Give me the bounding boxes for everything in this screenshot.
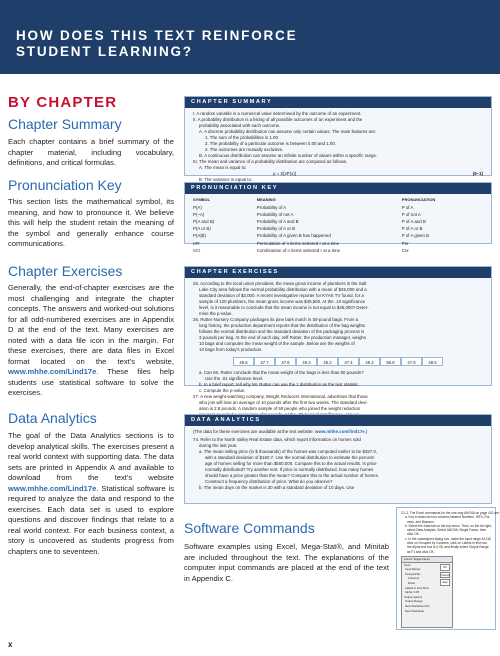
banner-title — [16, 28, 297, 60]
input-range-label[interactable]: Input Range: — [405, 567, 422, 572]
pronunciation-key-heading: Pronunciation Key — [8, 177, 122, 193]
dialog-section-label: Input — [404, 562, 411, 567]
exercise-line: c. Compute the p-value. — [199, 388, 246, 393]
dialog-title: Anova: Single Factor — [402, 557, 452, 563]
banner-title-line1: HOW DOES THIS TEXT REINFORCE — [16, 28, 298, 43]
pronunciation-key-panel-title: PRONUNCIATION KEY — [185, 183, 491, 194]
table-cell: nPr — [193, 240, 200, 246]
new-workbook-radio[interactable]: New Workbook — [405, 608, 424, 613]
chapter-exercises-text: Generally, the end-of-chapter exercises are the most challenging and integrate the chapter concepts. The answers and worked-out solutions for all odd-numbered exercises are in Appendix D at the end of the text. Many exercises are noted with a data file icon in the margin. For these exercises, there are data files in Excel format located on the text's website, — [8, 283, 174, 366]
table-cell: Probability of not A — [256, 211, 294, 217]
analytics-line: during the last year. — [199, 443, 238, 448]
table-cell: Cnr — [401, 247, 409, 253]
analytics-intro-text-end: .) — [364, 429, 368, 434]
chapter-summary-panel — [184, 96, 492, 182]
exercise-line: follows the normal distribution and the standard deviation of the packaging process is — [199, 329, 365, 334]
table-cell: Probability of A — [256, 204, 287, 210]
chapter-exercises-text-end: . These files help students use statistical software to solve the exercises. — [8, 367, 174, 397]
summary-line: probability associated with each outcome. — [199, 123, 281, 128]
data-analytics-link[interactable]: www.mhhe.com/Lind17e — [8, 483, 97, 493]
data-analytics-panel-title: DATA ANALYTICS — [185, 415, 491, 426]
caption-line: the Alpha text box is 0.05, and finally select Output Range — [407, 545, 489, 550]
chapter-exercises-body — [8, 283, 174, 399]
pronunciation-table — [193, 196, 483, 254]
summary-line: 3. The outcomes are mutually exclusive. — [205, 147, 284, 152]
exercise-line: sample of 120 plumbers, the mean gross income was $45,500. At the .10 significance — [199, 299, 366, 304]
table-cell: Permutation of n items selected r at a time — [256, 240, 340, 246]
exercise-line: a. Can Mr. Rutter conclude that the mean weight of the bags is less than 50 pounds? — [199, 370, 364, 375]
exercise-line: mine the p-value. — [199, 311, 233, 316]
analytics-line: b. The mean days on the market is 30 with a standard deviation of 10 days. Use — [199, 485, 355, 490]
page-number: x — [8, 640, 13, 649]
equation-number: (6–1) — [472, 171, 483, 176]
table-row — [193, 204, 483, 211]
chapter-summary-panel-title: CHAPTER SUMMARY — [185, 97, 491, 108]
output-range-radio[interactable]: Output Range: — [405, 599, 424, 604]
data-analytics-text: The goal of the Data Analytics sections is to develop analytical skills. The exercises present a real world context with supporting data. The data sets are printed in Appendix A and available to download from the text's website — [8, 431, 174, 482]
exercise-line: Lake City area follows the normal probability distribution with a mean of $45,000 and a — [199, 287, 367, 292]
new-worksheet-radio[interactable]: New Worksheet Ply: — [405, 603, 431, 608]
column-header: PRONUNCIATION — [401, 197, 436, 202]
summary-line: B. The variance is equal to: — [199, 177, 253, 182]
caption-line: 12–2. The Excel commands for the one-way ANOVA on page 402 are: — [401, 511, 500, 515]
weight-cell: 55.8 — [380, 357, 401, 366]
help-button[interactable]: Help — [440, 579, 450, 586]
by-chapter-heading: BY CHAPTER — [8, 94, 118, 111]
exercise-line: standard deviation of $3,000. A recent investigative reporter for KYAK TV found, for a — [199, 293, 364, 298]
caption-line: a. Key in data into four columns labeled Northern, WTA, Pol- — [405, 515, 491, 520]
labels-checkbox[interactable]: Labels in First Row — [405, 585, 429, 590]
anova-dialog — [401, 556, 453, 628]
table-cell: Probability of A or B — [256, 226, 296, 232]
exercise-line: level, is it reasonable to conclude that the mean income is not equal to $45,000? Deter- — [199, 305, 369, 310]
table-cell: Combination of n items selected r at a time — [256, 247, 341, 253]
exercise-line: 27. A new weight-watching company, Weight Reducers International, advertises that those — [193, 394, 368, 399]
pronunciation-key-body: This section lists the mathematical symbol, its meaning, and how to pronounce it. We believe this will help the student retain the meaning of the symbol and generally enhance course communications. — [8, 197, 174, 248]
table-cell: P of A — [401, 204, 414, 210]
columns-radio[interactable]: Columns — [408, 576, 420, 581]
grouped-by-label: Grouped By: — [405, 571, 421, 576]
summary-line: I. A random variable is a numerical value determined by the outcome of an experiment. — [193, 111, 362, 116]
table-cell: P of A or B — [401, 226, 423, 232]
summary-line: 1. The sum of the probabilities is 1.00. — [205, 135, 280, 140]
weight-cell: 47.7 — [254, 357, 275, 366]
table-cell: P(A|B) — [193, 233, 206, 239]
weight-cell: 47.5 — [401, 357, 422, 366]
data-analytics-text-end: . Statistical software is required to analyze the data and respond to the exercises. Each data set is used to explore questions and discover findings that relate to a real world context. For each business context, a story is uncovered as students progress from chapters one to seventeen. — [8, 483, 174, 556]
analytics-line: a. The mean selling price (in $ thousands) of the homes was computed earlier to be $357.0, — [199, 449, 378, 454]
weight-cell: 46.3 — [296, 357, 317, 366]
data-analytics-heading: Data Analytics — [8, 410, 97, 426]
table-row — [193, 226, 483, 233]
chapter-exercises-link[interactable]: www.mhhe.com/Lind17e — [8, 367, 97, 376]
analytics-line: normally distributed? Try another test. If price is normally distributed, how many homes — [205, 467, 374, 472]
exercise-line: ation is 2.8 pounds. A random sample of 50 people who joined the weight reduction — [199, 406, 361, 411]
data-analytics-panel — [184, 414, 492, 504]
bag-weights-row — [193, 357, 483, 366]
banner-title-line2: STUDENT LEARNING? — [16, 44, 193, 59]
table-cell: Pnr — [401, 240, 409, 246]
weight-cell: 46.2 — [317, 357, 338, 366]
caption-line: click on Grouped by Columns, click on Labels in first row, — [407, 541, 488, 546]
summary-line: III. The mean and variance of a probability distribution are computed as follows. — [193, 159, 348, 164]
table-cell: P(~A) — [193, 211, 205, 217]
column-header: SYMBOL — [193, 197, 211, 202]
exercise-line: 26. Rutter Nursery Company packages its pine bark mulch in 50-pound bags. From a — [193, 317, 359, 322]
weight-cell: 45.6 — [233, 357, 254, 366]
table-cell: P(A and B) — [193, 218, 215, 224]
table-cell: P of not A — [401, 211, 421, 217]
chapter-exercises-panel — [184, 266, 492, 411]
exercise-line: 3 pounds per bag. At the end of each day, Jeff Rutter, the production manager, weighs — [199, 335, 367, 340]
cancel-button[interactable]: Cancel — [441, 572, 450, 577]
caption-line: select Data Analysis. Select ANOVA: Single Factor, then — [407, 528, 487, 533]
ok-button[interactable]: OK — [440, 564, 450, 571]
table-row — [193, 218, 483, 225]
caption-line: click OK. — [407, 532, 420, 537]
exercise-line: who join will lose an average of 10 pounds after the first two weeks. The standard devi- — [199, 400, 368, 405]
analytics-intro — [193, 429, 483, 435]
weight-cell: 49.2 — [359, 357, 380, 366]
pronunciation-key-panel — [184, 182, 492, 253]
exercise-line: Use the .01 significance level. — [205, 376, 264, 381]
table-header-row — [193, 196, 483, 204]
caption-line: ness, and Branson. — [407, 519, 435, 524]
equation-text: μ = Σ[xP(x)] — [273, 171, 296, 176]
chapter-summary-heading: Chapter Summary — [8, 116, 122, 132]
table-cell: P(A or B) — [193, 226, 211, 232]
software-example-panel — [396, 507, 500, 630]
analytics-line: should have a price greater than the mean? Compare this to the actual number of homes. — [205, 473, 380, 478]
output-options-label: Output options — [404, 594, 423, 599]
table-row — [193, 233, 483, 240]
software-commands-body: Software examples using Excel, Mega-Stat®, and Minitab are included throughout the text. The explanations of the computer input commands are placed at the end of the text in Appendix C. — [184, 542, 389, 583]
header-banner — [0, 0, 500, 74]
caption-line: as F1 and click OK. — [407, 549, 435, 554]
exercise-line: b. In a brief report, tell why Mr. Rutter can use the z distribution as the test statistic. — [199, 382, 360, 387]
summary-line: B. A continuous distribution can assume an infinite number of values within a specific range. — [199, 153, 378, 158]
rows-radio[interactable]: Rows — [408, 580, 415, 585]
exercise-line: 10 bags and computes the mean weight of the sample. Below are the weights of — [199, 341, 355, 346]
table-row — [193, 247, 483, 254]
caption-line: b. Select the Data tab on the top menu. Then, on the far right, — [405, 523, 492, 528]
software-commands-heading: Software Commands — [184, 520, 315, 536]
chapter-exercises-panel-title: CHAPTER EXERCISES — [185, 267, 491, 278]
weight-cell: 47.4 — [338, 357, 359, 366]
column-header: MEANING — [256, 197, 276, 202]
analytics-intro-link[interactable]: www.mhhe.com/lind17e — [315, 429, 365, 434]
table-cell: Probability of A and B — [256, 218, 299, 224]
weight-cell: 48.5 — [422, 357, 443, 366]
analytics-line: 74. Refer to the North Valley Real Estate data, which report information on homes sold — [193, 437, 361, 442]
summary-line: A. A discrete probability distribution can assume only certain values. The main features are: — [199, 129, 377, 134]
exercise-line: 25. According to the local union president, the mean gross income of plumbers in the Salt — [193, 281, 367, 286]
table-cell: nCr — [193, 247, 201, 253]
alpha-field[interactable]: Alpha: 0.05 — [405, 590, 420, 595]
analytics-intro-text: (The data for these exercises are available at the text website: — [193, 429, 314, 434]
analytics-line: with a standard deviation of $160.7. Use the normal distribution to estimate the percent- — [205, 455, 376, 460]
table-row — [193, 211, 483, 218]
table-cell: P(A) — [193, 204, 202, 210]
chapter-exercises-heading: Chapter Exercises — [8, 263, 123, 279]
table-row — [193, 240, 483, 247]
exercise-line: long history, the production department reports that the distribution of the bag weights — [199, 323, 365, 328]
summary-line: II. A probability distribution is a listing of all possible outcomes of an experiment and the — [193, 117, 363, 122]
table-cell: P of A and B — [401, 218, 426, 224]
chapter-summary-body: Each chapter contains a brief summary of the chapter material, including vocabulary, definitions, and critical formulas. — [8, 137, 174, 167]
weight-cell: 47.6 — [275, 357, 296, 366]
data-analytics-body — [8, 431, 174, 557]
table-cell: Probability of A given B has happened — [256, 233, 331, 239]
analytics-line: age of homes selling for more than $500,000. Compare this to the actual results. Is price — [205, 461, 377, 466]
analytics-line: Construct a frequency distribution of price. What do you observe? — [205, 479, 333, 484]
caption-line: c. In the subsequent dialog box, make the input range A1:D8, — [405, 536, 492, 541]
summary-line: A. The mean is equal to: — [199, 165, 247, 170]
table-cell: P of A given B — [401, 233, 430, 239]
summary-line: 2. The probability of a particular outcome is between 0.00 and 1.00. — [205, 141, 336, 146]
exercise-line: 10 bags from today's production. — [199, 347, 263, 352]
